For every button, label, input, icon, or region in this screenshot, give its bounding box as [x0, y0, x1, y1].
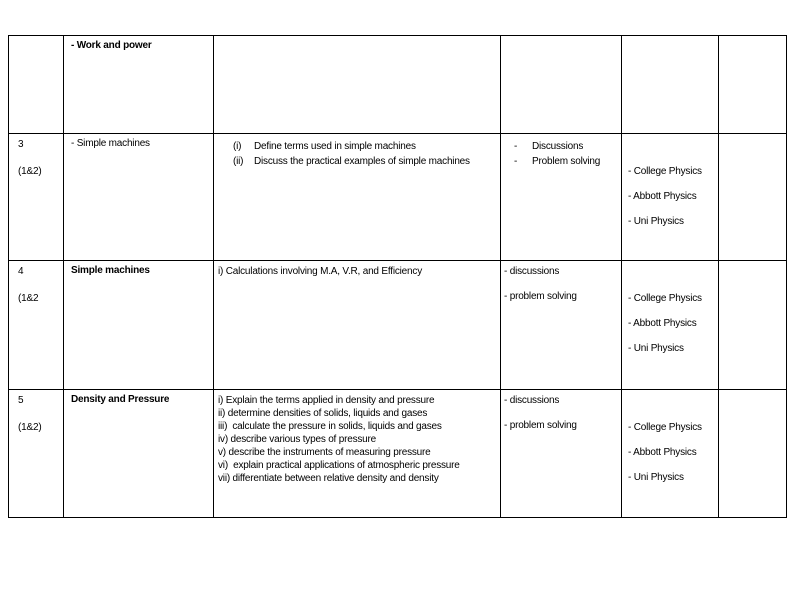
week-number: 5: [18, 395, 24, 406]
objectives-cell: [214, 36, 501, 134]
references-cell: [622, 261, 719, 390]
method-marker: -: [514, 141, 518, 152]
method-text: Problem solving: [532, 156, 601, 167]
objective-line: vi) explain practical applications of atmospheric pressure: [218, 460, 460, 471]
method-line: [514, 139, 619, 154]
reference-line: - Uni Physics: [628, 472, 684, 483]
week-cell: [9, 134, 64, 261]
table-row: [9, 261, 787, 390]
week-number: 3: [18, 139, 24, 150]
method-text: Discussions: [532, 141, 584, 152]
methods-cell: [501, 36, 622, 134]
references-cell: [622, 134, 719, 261]
empty-cell: [719, 36, 787, 134]
references-cell: [622, 36, 719, 134]
objective-text: Discuss the practical examples of simple machines: [254, 156, 470, 167]
objectives-cell: [214, 134, 501, 261]
objectives-cell: [214, 390, 501, 518]
objective-line: v) describe the instruments of measuring pressure: [218, 447, 431, 458]
objective-line: vii) differentiate between relative density and density: [218, 473, 439, 484]
objective-marker: (i): [233, 141, 242, 152]
reference-line: - Uni Physics: [628, 216, 684, 227]
reference-line: - College Physics: [628, 293, 702, 304]
method-line: - problem solving: [504, 291, 577, 302]
week-number: 4: [18, 266, 24, 277]
empty-cell: [719, 134, 787, 261]
topic-cell: [64, 261, 214, 390]
topic-label: Simple machines: [71, 265, 150, 276]
reference-line: - Abbott Physics: [628, 447, 697, 458]
table-row: [9, 390, 787, 518]
objective-line: ii) determine densities of solids, liquids and gases: [218, 408, 428, 419]
objective-line: [233, 154, 498, 169]
objective-line: [233, 139, 498, 154]
week-periods: (1&2): [18, 166, 42, 177]
method-line: - discussions: [504, 395, 560, 406]
week-periods: (1&2: [18, 293, 39, 304]
references-cell: [622, 390, 719, 518]
week-cell: [9, 261, 64, 390]
reference-line: - Uni Physics: [628, 343, 684, 354]
reference-line: - College Physics: [628, 166, 702, 177]
reference-line: - College Physics: [628, 422, 702, 433]
objectives-cell: [214, 261, 501, 390]
curriculum-table: [8, 35, 787, 518]
method-line: - discussions: [504, 266, 560, 277]
objective-line: iv) describe various types of pressure: [218, 434, 377, 445]
empty-cell: [719, 261, 787, 390]
objective-line: iii) calculate the pressure in solids, liquids and gases: [218, 421, 442, 432]
objective-marker: (ii): [233, 156, 244, 167]
methods-cell: [501, 261, 622, 390]
topic-cell: [64, 134, 214, 261]
method-line: - problem solving: [504, 420, 577, 431]
table-row: [9, 36, 787, 134]
method-line: [514, 154, 619, 169]
objective-line: i) Explain the terms applied in density and pressure: [218, 395, 435, 406]
table-row: [9, 134, 787, 261]
empty-cell: [719, 390, 787, 518]
objective-text: Define terms used in simple machines: [254, 141, 416, 152]
topic-label: - Simple machines: [71, 138, 150, 149]
reference-line: - Abbott Physics: [628, 191, 697, 202]
method-marker: -: [514, 156, 518, 167]
topic-cell: [64, 390, 214, 518]
topic-label: Density and Pressure: [71, 394, 170, 405]
week-periods: (1&2): [18, 422, 42, 433]
week-cell: [9, 36, 64, 134]
objective-line: i) Calculations involving M.A, V.R, and Efficiency: [218, 266, 422, 277]
topic-cell: [64, 36, 214, 134]
reference-line: - Abbott Physics: [628, 318, 697, 329]
week-cell: [9, 390, 64, 518]
topic-label: - Work and power: [71, 40, 152, 51]
methods-cell: [501, 134, 622, 261]
methods-cell: [501, 390, 622, 518]
